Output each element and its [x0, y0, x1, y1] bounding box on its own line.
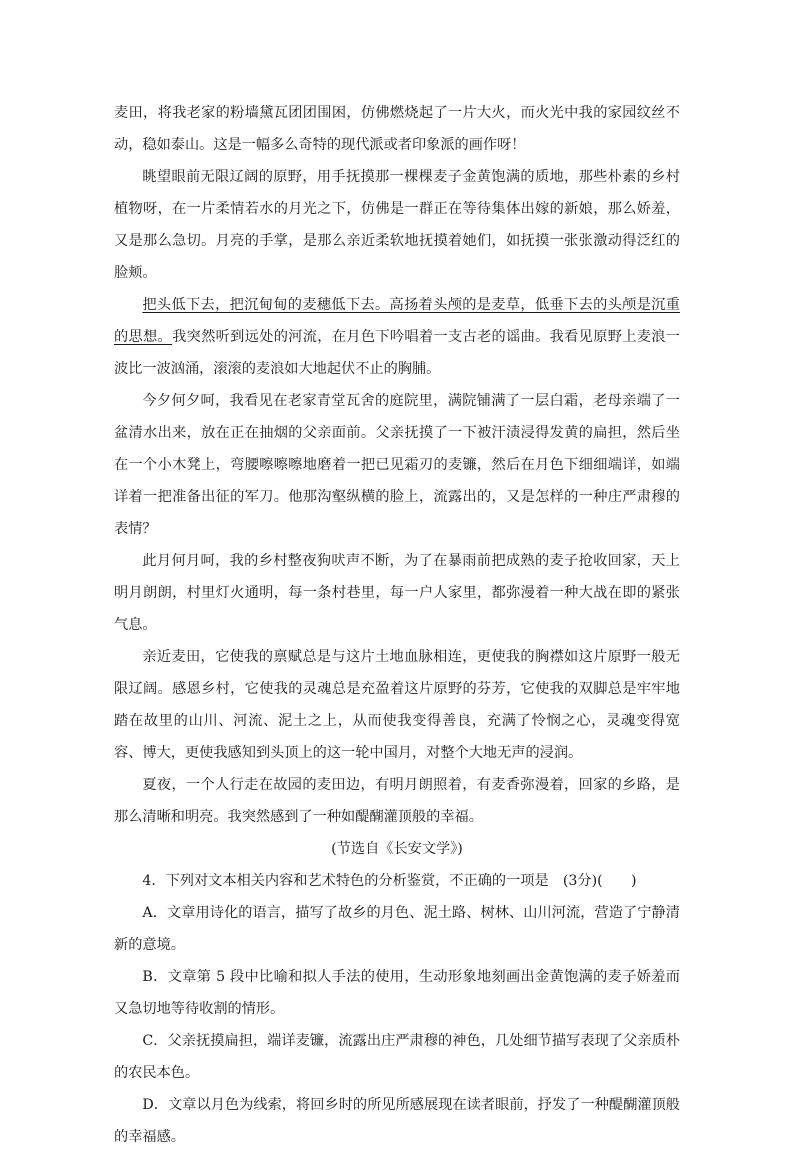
paragraph-5: 此月何月呵，我的乡村整夜狗吠声不断，为了在暴雨前把成熟的麦子抢收回家，天上明月朗朗，村里灯火通明，每一条村巷里，每一户人家里，都弥漫着一种大战在即的紧张气息。 — [114, 553, 680, 633]
question-stem: 4．下列对文本相关内容和艺术特色的分析鉴赏，不正确的一项是 (3分)( ) — [142, 873, 637, 889]
option-d: D．文章以月色为线索，将回乡时的所见所感展现在读者眼前，抒发了一种醍醐灌顶般的幸福感。 — [114, 1097, 680, 1145]
paragraph-2: 眺望眼前无限辽阔的原野，用手抚摸那一棵棵麦子金黄饱满的质地，那些朴素的乡村植物呀，在一片柔情若水的月光之下，仿佛是一群正在等待集体出嫁的新娘，那么娇羞，又是那么急切。月亮的手掌，是那么亲近柔软地抚摸着她们，如抚摸一张张激动得泛红的脸颊。 — [114, 169, 680, 281]
option-a: A．文章用诗化的语言，描写了故乡的月色、泥土路、树林、山川河流，营造了宁静清新的意境。 — [114, 905, 680, 953]
underlined-sentence: 把头低下去，把沉甸甸的麦穗低下去。高扬着头颅的是麦草，低垂下去的头颅是沉重的思想。 — [114, 297, 680, 345]
option-b: B．文章第 5 段中比喻和拟人手法的使用，生动形象地刻画出金黄饱满的麦子娇羞而又急切地等待收割的情形。 — [114, 969, 680, 1017]
paragraph-3-rest: 我突然听到远处的河流，在月色下吟唱着一支古老的谣曲。我看见原野上麦浪一波比一波汹涌，滚滚的麦浪如大地起伏不止的胸脯。 — [114, 329, 680, 377]
option-c: C．父亲抚摸扁担，端详麦镰，流露出庄严肃穆的神色，几处细节描写表现了父亲质朴的农民本色。 — [114, 1033, 680, 1081]
document-page — [114, 97, 680, 1153]
paragraph-6: 亲近麦田，它使我的禀赋总是与这片土地血脉相连，更使我的胸襟如这片原野一般无限辽阔。感恩乡村，它使我的灵魂总是充盈着这片原野的芬芳，它使我的双脚总是牢牢地踏在故里的山川、河流、泥土之上，从而使我变得善良，充满了怜悯之心，灵魂变得宽容、博大，更使我感知到头顶上的这一轮中国月，对整个大地无声的浸润。 — [114, 649, 680, 761]
paragraph-3 — [114, 289, 680, 385]
paragraph-1: 麦田，将我老家的粉墙黛瓦团团围困，仿佛燃烧起了一片大火，而火光中我的家园纹丝不动，稳如泰山。这是一幅多么奇特的现代派或者印象派的画作呀！ — [114, 105, 680, 153]
source-citation: (节选自《长安文学》) — [331, 841, 463, 857]
paragraph-7: 夏夜，一个人行走在故园的麦田边，有明月朗照着，有麦香弥漫着，回家的乡路，是那么清晰和明亮。我突然感到了一种如醍醐灌顶般的幸福。 — [114, 777, 680, 825]
paragraph-4: 今夕何夕呵，我看见在老家青堂瓦舍的庭院里，满院铺满了一层白霜，老母亲端了一盆清水出来，放在正在抽烟的父亲面前。父亲抚摸了一下被汗渍浸得发黄的扁担，然后坐在一个小木凳上，弯腰嚓嚓嚓地磨着一把已见霜刃的麦镰，然后在月色下细细端详，如端详着一把准备出征的军刀。他那沟壑纵横的脸上，流露出的，又是怎样的一种庄严肃穆的表情？ — [114, 393, 680, 537]
